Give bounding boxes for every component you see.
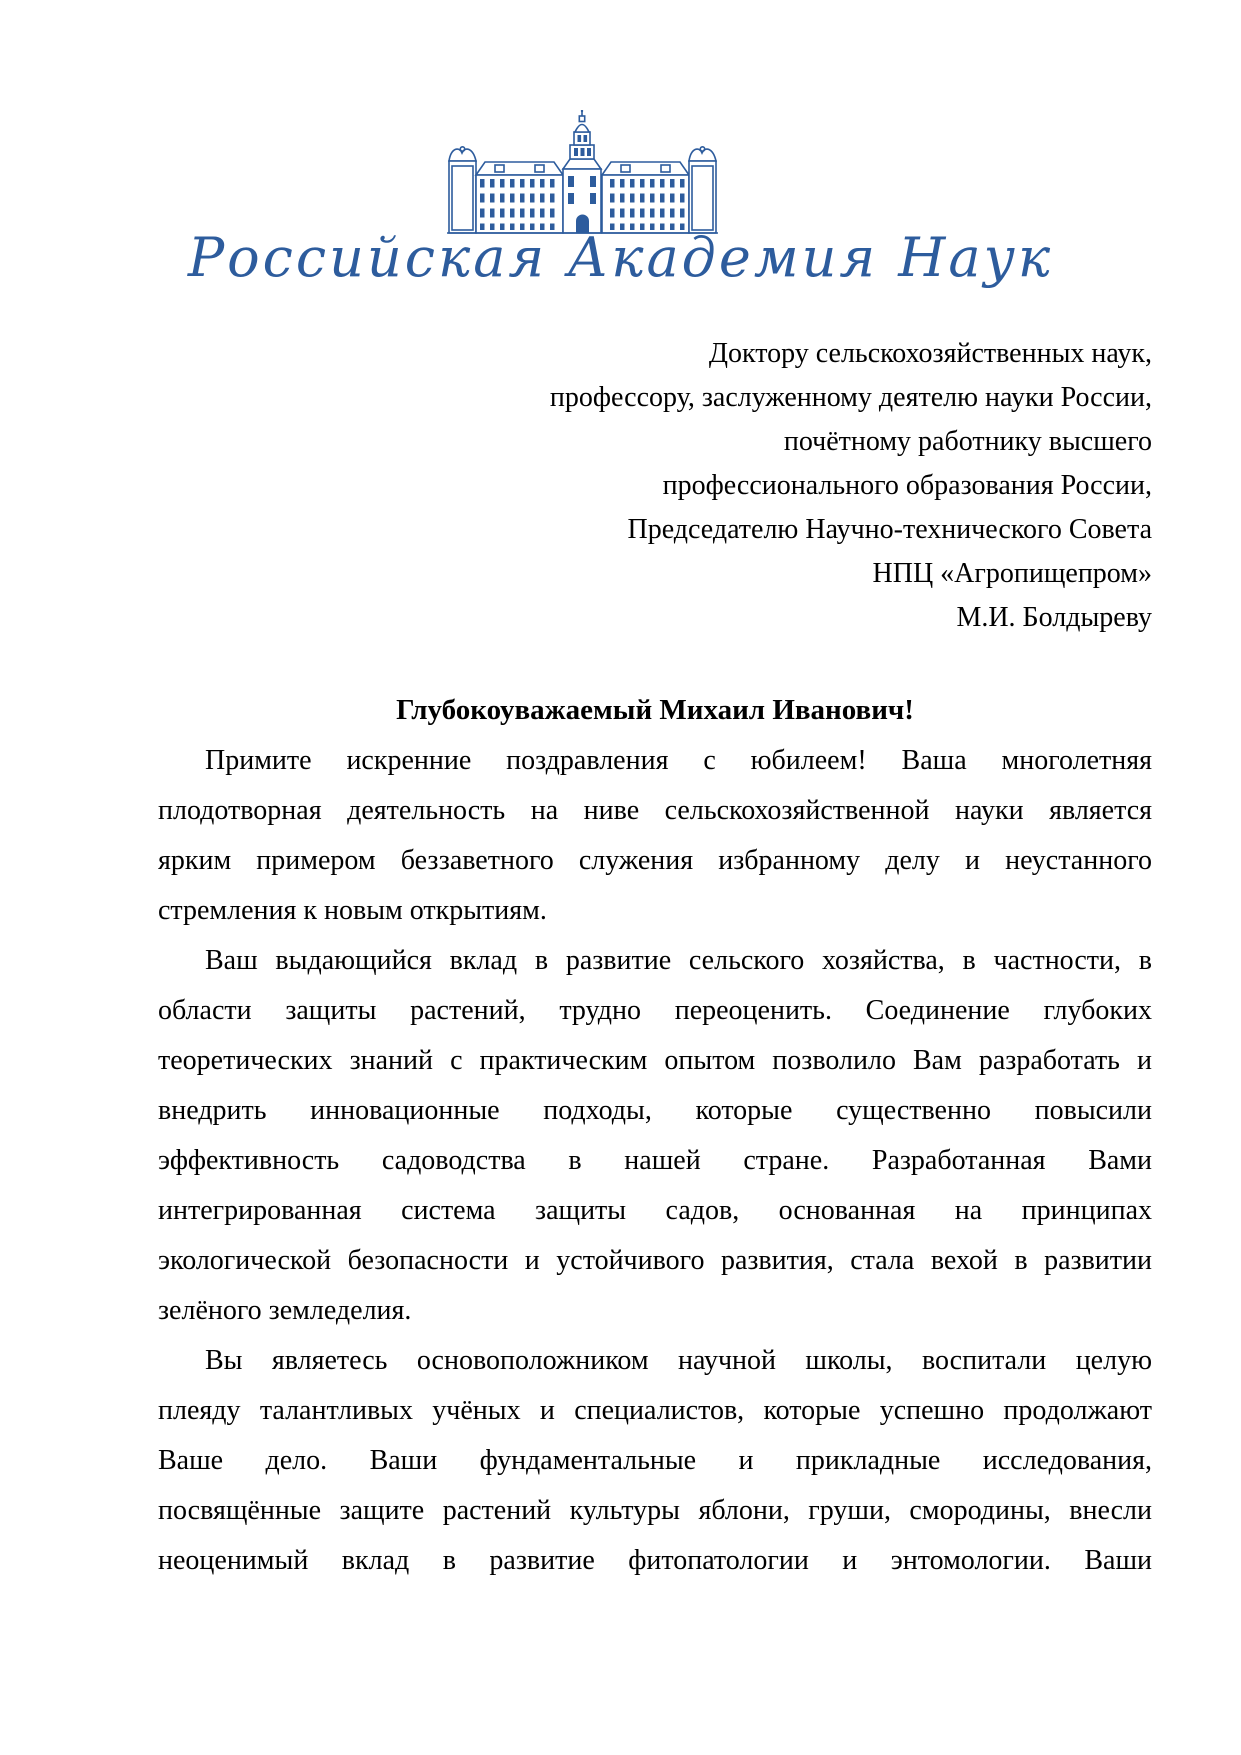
- body-line: Ваш выдающийся вклад в развитие сельского хозяйства, в частности, в: [205, 945, 1152, 976]
- paragraph: [158, 1336, 1152, 1586]
- letter-body: [158, 736, 1152, 1586]
- body-line: теоретических знаний с практическим опытом позволило Вам разработать и: [158, 1045, 1152, 1076]
- body-line: интегрированная система защиты садов, основанная на принципах: [158, 1195, 1152, 1226]
- body-line: посвящённые защите растений культуры яблони, груши, смородины, внесли: [158, 1495, 1152, 1526]
- addressee-line: почётному работнику высшего: [783, 426, 1152, 457]
- addressee-line: Председателю Научно-технического Совета: [627, 514, 1152, 545]
- addressee-line: М.И. Болдыреву: [956, 602, 1152, 633]
- kunstkamera-building-icon: [447, 110, 718, 235]
- addressee-line: профессору, заслуженному деятелю науки России,: [549, 382, 1152, 413]
- body-line: плеяду талантливых учёных и специалистов, которые успешно продолжают: [158, 1395, 1152, 1426]
- body-line: стремления к новым открытиям.: [158, 895, 547, 926]
- body-line: Ваше дело. Ваши фундаментальные и прикладные исследования,: [158, 1445, 1152, 1476]
- body-line: Примите искренние поздравления с юбилеем! Ваша многолетняя: [205, 745, 1152, 776]
- paragraph: [158, 736, 1152, 936]
- addressee-block: [392, 332, 1152, 640]
- body-line: области защиты растений, трудно переоценить. Соединение глубоких: [158, 995, 1152, 1026]
- body-line: Вы являетесь основоположником научной школы, воспитали целую: [205, 1345, 1152, 1376]
- body-line: эффективность садоводства в нашей стране. Разработанная Вами: [158, 1145, 1152, 1176]
- body-line: зелёного земледелия.: [158, 1295, 412, 1326]
- body-line: ярким примером беззаветного служения избранному делу и неустанного: [158, 845, 1152, 876]
- paragraph: [158, 936, 1152, 1336]
- salutation: Глубокоуважаемый Михаил Иванович!: [396, 694, 914, 726]
- ran-script-title: Российская Академия Наук: [187, 226, 1054, 289]
- body-line: неоценимый вклад в развитие фитопатологии и энтомологии. Ваши: [158, 1545, 1152, 1576]
- addressee-line: НПЦ «Агропищепром»: [872, 558, 1152, 589]
- body-line: внедрить инновационные подходы, которые существенно повысили: [158, 1095, 1152, 1126]
- letterhead: [0, 0, 1241, 310]
- body-line: экологической безопасности и устойчивого развития, стала вехой в развитии: [158, 1245, 1152, 1276]
- addressee-line: профессионального образования России,: [662, 470, 1152, 501]
- addressee-line: Доктору сельскохозяйственных наук,: [708, 338, 1152, 369]
- body-line: плодотворная деятельность на ниве сельскохозяйственной науки является: [158, 795, 1152, 826]
